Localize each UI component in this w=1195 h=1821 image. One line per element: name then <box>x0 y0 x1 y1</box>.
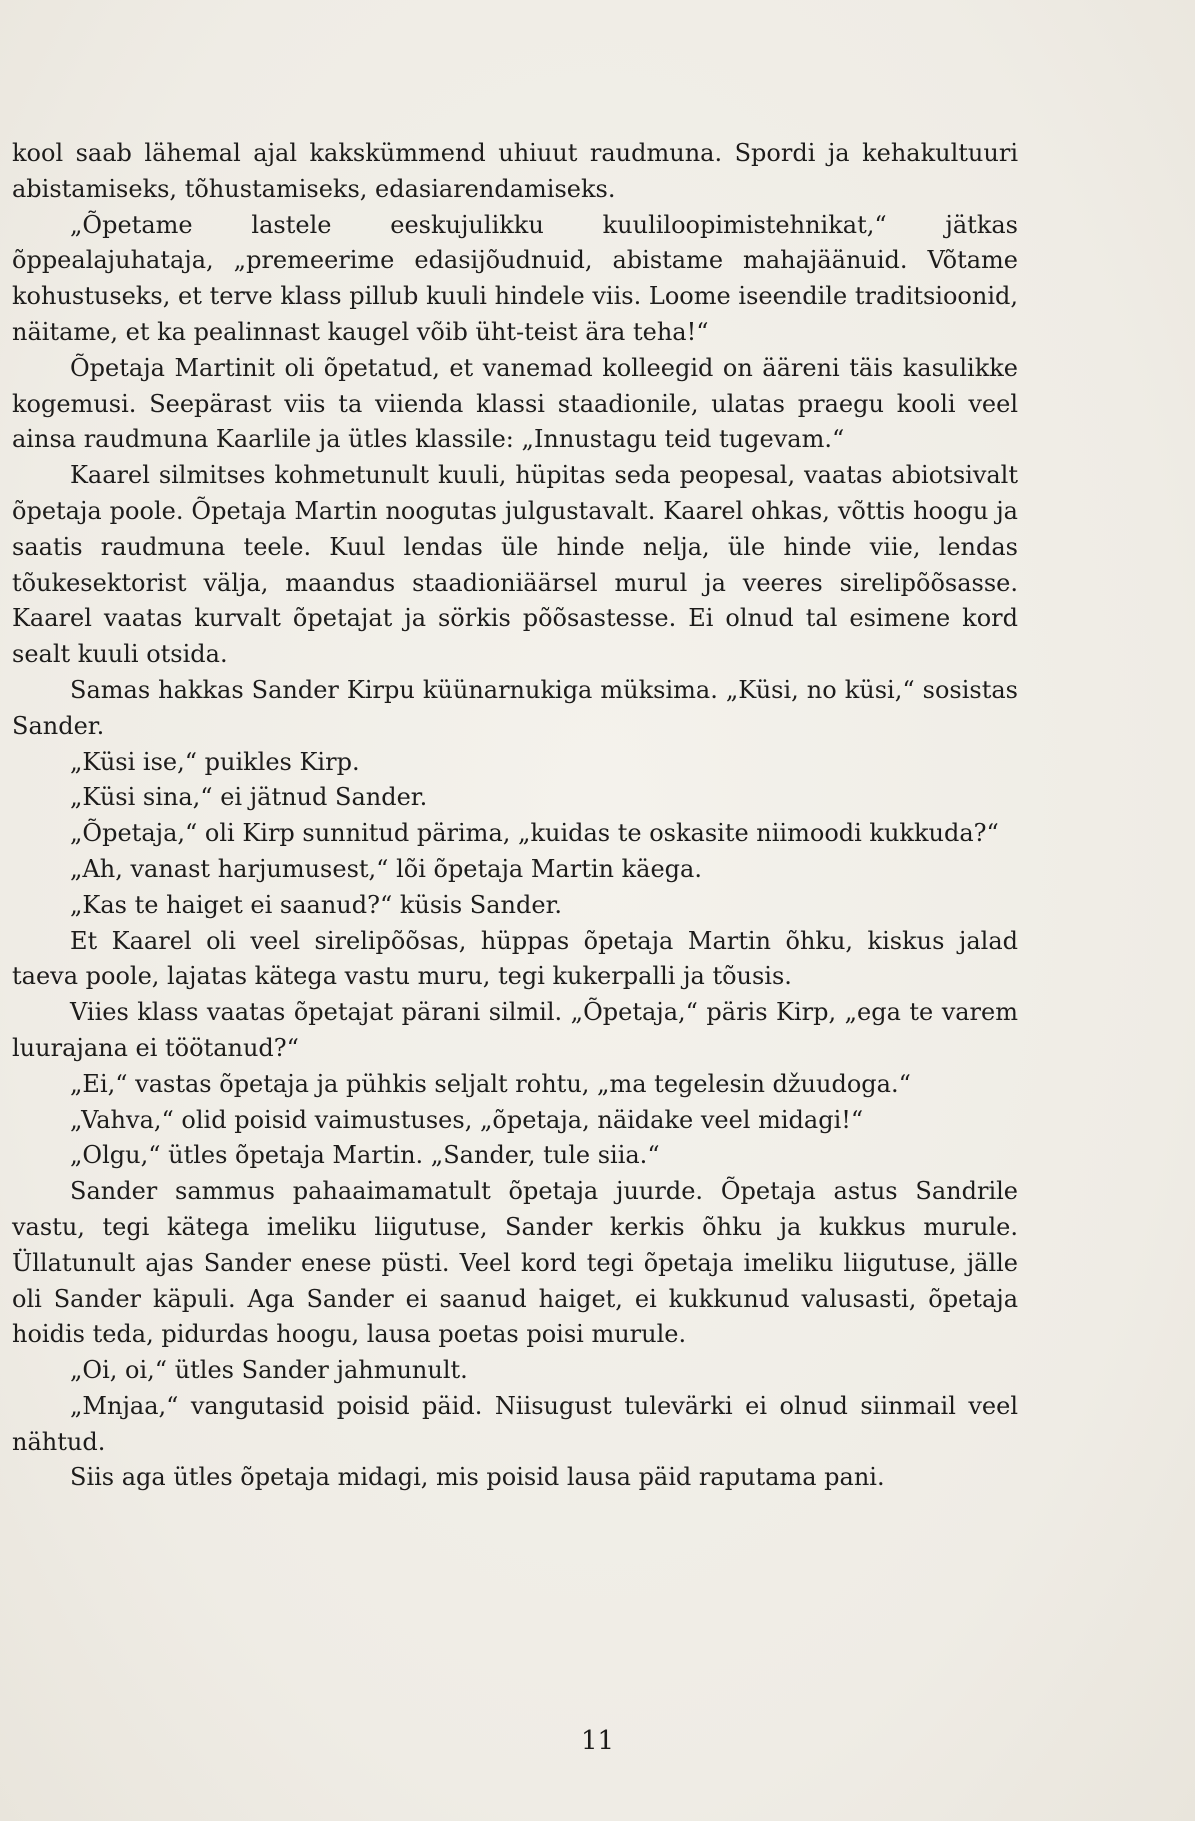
paragraph: „Oi, oi,“ ütles Sander jahmunult. <box>70 1356 468 1385</box>
paragraph: kool saab lähemal ajal kakskümmend uhiuut raudmuna. Spordi ja kehakultuuri abistamiseks, tõhustamiseks, edasiarendamiseks. <box>12 139 1018 203</box>
paragraph: Sander sammus pahaaimamatult õpetaja juurde. Õpetaja astus Sandrile vastu, tegi kätega imeliku liigutuse, Sander kerkis õhku ja kukkus murule. Üllatunult ajas Sander enese püsti. Veel kord tegi õpetaja imeliku liigutuse, jälle oli Sander käpuli. Aga Sander ei saanud haiget, ei kukkunud valusasti, õpetaja hoidis teda, pidurdas hoogu, lausa poetas poisi murule. <box>12 1177 1018 1349</box>
paragraph: Samas hakkas Sander Kirpu küünarnukiga müksima. „Küsi, no küsi,“ sosistas Sander. <box>12 675 1018 740</box>
paragraph: „Ah, vanast harjumusest,“ lõi õpetaja Martin käega. <box>70 854 702 883</box>
paragraph: „Õpetaja,“ oli Kirp sunnitud pärima, „kuidas te oskasite niimoodi kukkuda?“ <box>70 819 999 848</box>
paragraph: „Küsi ise,“ puikles Kirp. <box>70 747 360 776</box>
paragraph: „Ei,“ vastas õpetaja ja pühkis seljalt rohtu, „ma tegelesin džuudoga.“ <box>70 1069 911 1098</box>
paragraph: „Kas te haiget ei saanud?“ küsis Sander. <box>70 890 563 919</box>
body-text <box>12 136 1018 1496</box>
paragraph: Õpetaja Martinit oli õpetatud, et vanemad kolleegid on ääreni täis kasulikke kogemusi. Seepärast viis ta viienda klassi staadionile, ulatas praegu kooli veel ainsa raudmuna Kaarlile ja ütles klassile: „Innustagu teid tugevam.“ <box>12 353 1018 454</box>
paragraph: Viies klass vaatas õpetajat pärani silmil. „Õpetaja,“ päris Kirp, „ega te varem luurajana ei töötanud?“ <box>12 998 1018 1062</box>
paragraph: Siis aga ütles õpetaja midagi, mis poisid lausa päid raputama pani. <box>70 1463 885 1492</box>
paragraph: „Mnjaa,“ vangutasid poisid päid. Niisugust tulevärki ei olnud siinmail veel nähtud. <box>12 1391 1018 1456</box>
paragraph: Et Kaarel oli veel sirelipõõsas, hüppas õpetaja Martin õhku, kiskus jalad taeva poole, lajatas kätega vastu muru, tegi kukerpalli ja tõusis. <box>12 926 1018 991</box>
paragraph: „Küsi sina,“ ei jätnud Sander. <box>70 783 428 812</box>
paragraph: „Olgu,“ ütles õpetaja Martin. „Sander, tule siia.“ <box>70 1141 660 1170</box>
paragraph: „Õpetame lastele eeskujulikku kuuliloopimistehnikat,“ jätkas õppealajuhataja, „premeerime edasijõudnuid, abistame mahajäänuid. Võtame kohustuseks, et terve klass pillub kuuli hindele viis. Loome iseendile traditsioonid, näitame, et ka pealinnast kaugel võib üht-teist ära teha!“ <box>12 210 1018 346</box>
paragraph: Kaarel silmitses kohmetunult kuuli, hüpitas seda peopesal, vaatas abiotsivalt õpetaja poole. Õpetaja Martin noogutas julgustavalt. Kaarel ohkas, võttis hoogu ja saatis raudmuna teele. Kuul lendas üle hinde nelja, üle hinde viie, lendas tõukesektorist välja, maandus staadioniäärsel murul ja veeres sirelipõõsasse. Kaarel vaatas kurvalt õpetajat ja sörkis põõsastesse. Ei olnud tal esimene kord sealt kuuli otsida. <box>12 461 1018 669</box>
page-number: 11 <box>580 1726 615 1756</box>
paragraph: „Vahva,“ olid poisid vaimustuses, „õpetaja, näidake veel midagi!“ <box>70 1105 864 1134</box>
